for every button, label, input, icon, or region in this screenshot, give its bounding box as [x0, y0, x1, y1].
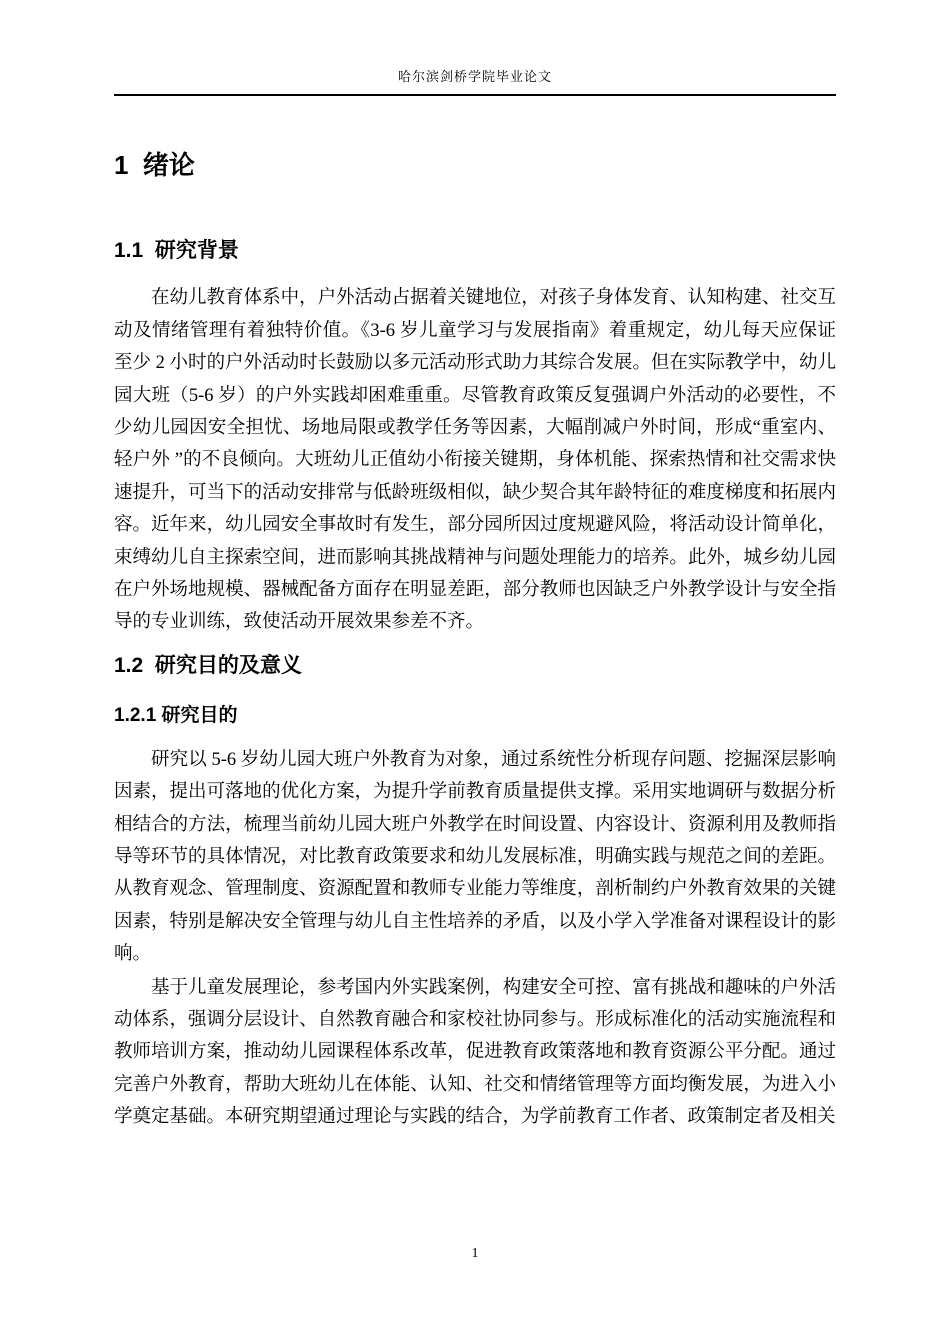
paragraph-research-background: 在幼儿教育体系中，户外活动占据着关键地位，对孩子身体发育、认知构建、社交互动及情绪管理有着独特价值。《3-6 岁儿童学习与发展指南》着重规定，幼儿每天应保证至少 2 小时的户外活动时长鼓励以多元活动形式助力其综合发展。但在实际教学中，幼儿 园大班（5-6 岁）的户外实践却困难重重。尽管教育政策反复强调户外活动的必要性，不 少幼儿园因安全担忧、场地局限或教学任务等因素，大幅削减户外时间，形成“重室内、 轻户外 ”的不良倾向。大班幼儿正值幼小衔接关键期，身体机能、探索热情和社交需求快 速提升，可当下的活动安排常与低龄班级相似，缺少契合其年龄特征的难度梯度和拓展内 容。近年来，幼儿园安全事故时有发生，部分园所因过度规避风险，将活动设计简单化， 束缚幼儿自主探索空间，进而影响其挑战精神与问题处理能力的培养。此外，城乡幼儿园 在户外场地规模、器械配备方面存在明显差距，部分教师也因缺乏户外教学设计与安全指 导的专业训练，致使活动开展效果参差不齐。 [114, 288, 836, 633]
section-title-1-1: 1.1 研究背景 [114, 239, 239, 263]
paragraph-research-purpose-1: 研究以 5-6 岁幼儿园大班户外教育为对象，通过系统性分析现存问题、挖掘深层影响 因素，提出可落地的优化方案，为提升学前教育质量提供支撑。采用实地调研与数据分析 相结合的方法，梳理当前幼儿园大班户外教学在时间设置、内容设计、资源利用及教师指 导等环节的具体情况，对比教育政策要求和幼儿发展标准，明确实践与规范之间的差距。 从教育观念、管理制度、资源配置和教师专业能力等维度，剖析制约户外教育效果的关键 因素，特别是解决安全管理与幼儿自主性培养的矛盾，以及小学入学准备对课程设计的影 响。 [114, 749, 836, 965]
page-number: 1 [471, 1246, 479, 1261]
document-body [114, 150, 836, 1134]
page-footer [0, 1246, 950, 1262]
header-title: 哈尔滨剑桥学院毕业论文 [397, 69, 552, 84]
paragraph-research-purpose-2: 基于儿童发展理论，参考国内外实践案例，构建安全可控、富有挑战和趣味的户外活动体系，强调分层设计、自然教育融合和家校社协同参与。形成标准化的活动实施流程和教师培训方案，推动幼儿园课程体系改革，促进教育政策落地和教育资源公平分配。通过完善户外教育，帮助大班幼儿在体能、认知、社交和情绪管理等方面均衡发展，为进入小学奠定基础。本研究期望通过理论与实践的结合，为学前教育工作者、政策制定者及相关 [114, 977, 836, 1128]
section-title-1-2: 1.2 研究目的及意义 [114, 653, 302, 677]
subsection-title-1-2-1: 1.2.1 研究目的 [114, 705, 238, 727]
chapter-title: 1 绪论 [114, 150, 195, 180]
page-header [114, 66, 836, 96]
